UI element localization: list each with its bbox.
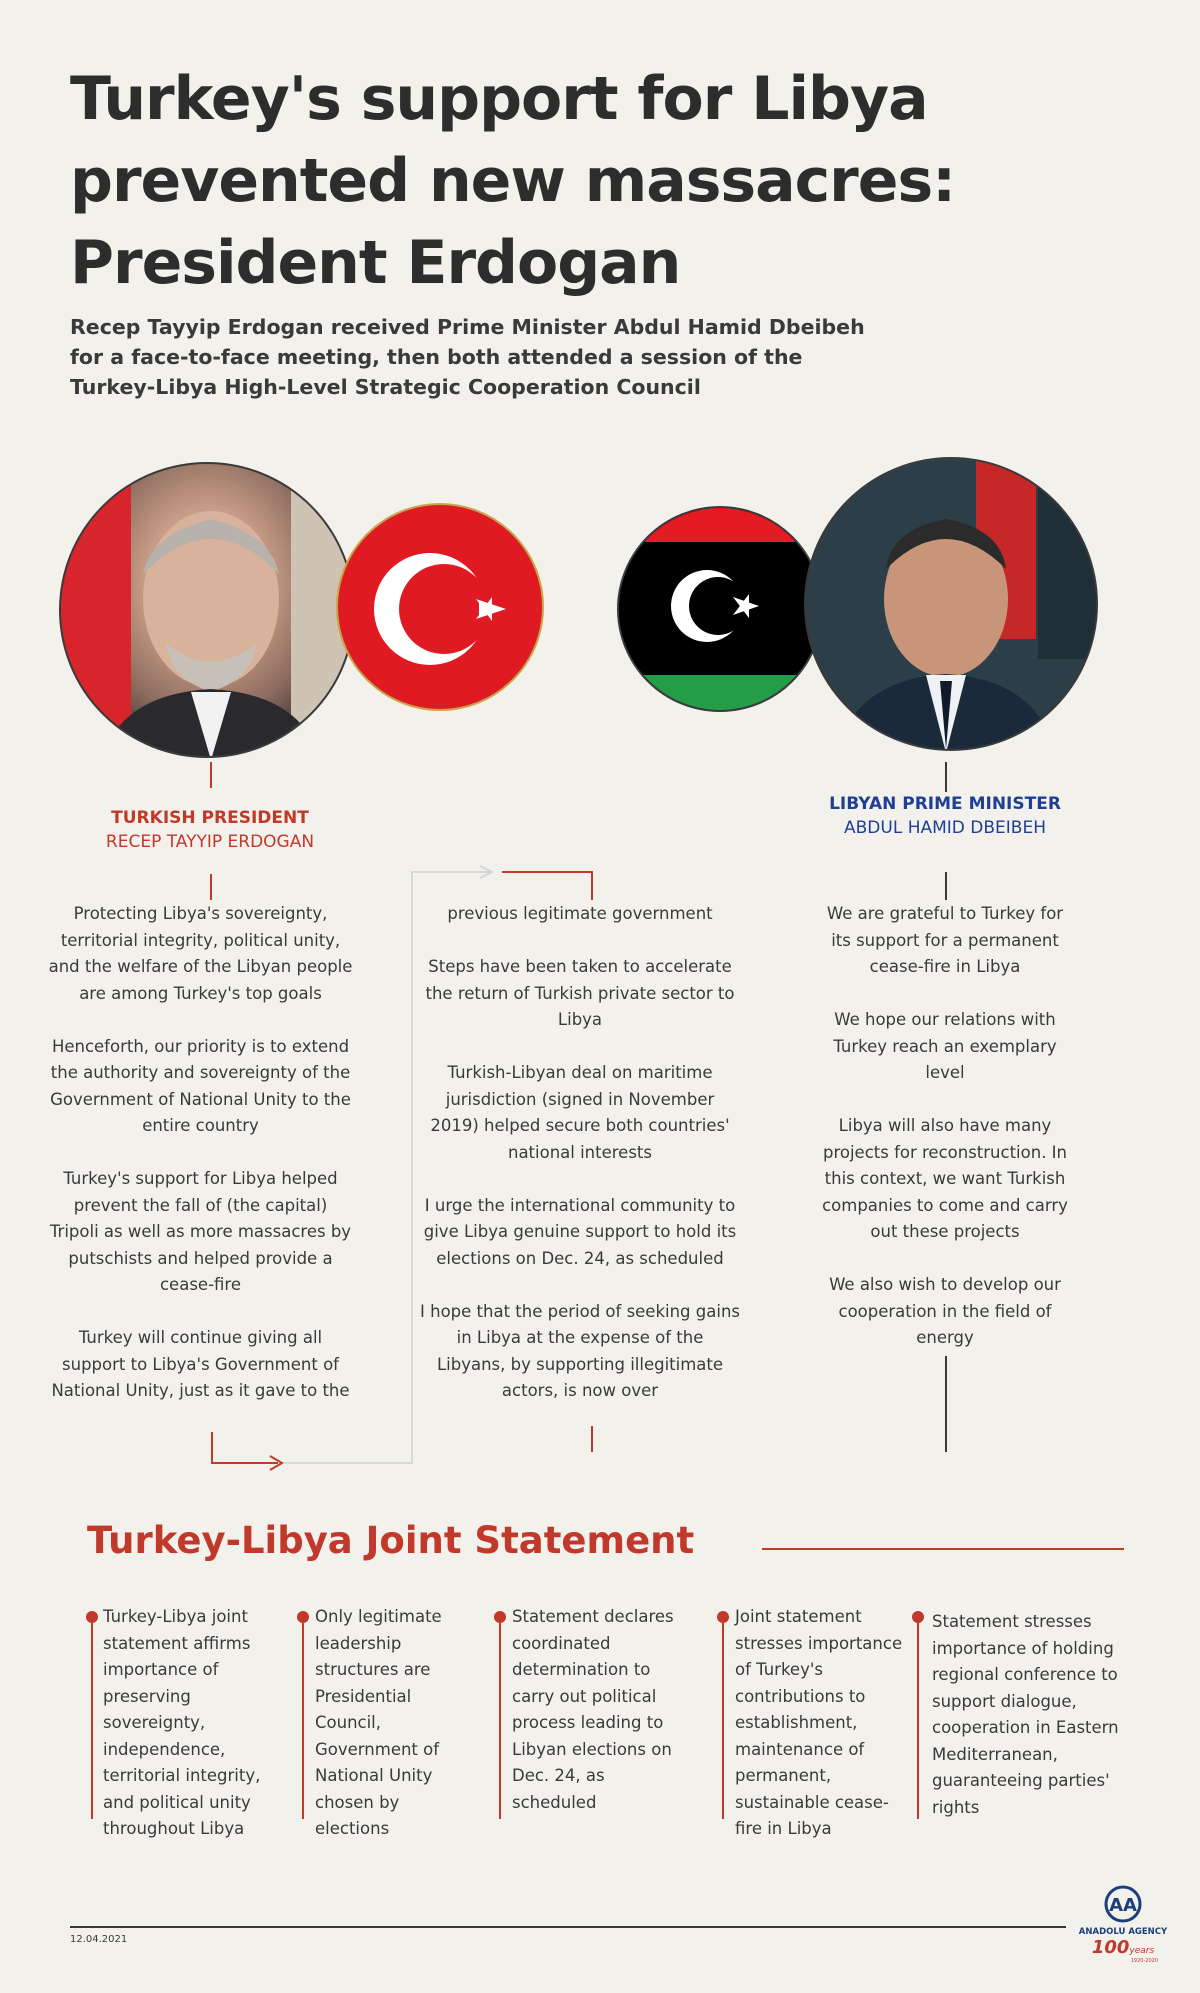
erdogan-quote-8: I urge the international community to give Libya genuine support to hold its elections on Dec. 24, as scheduled: [423, 1195, 737, 1268]
footer-rule: [70, 1926, 1066, 1928]
statement-item-3: Statement declares coordinated determination to carry out political process leading to Libyan elections on Dec. 24, as scheduled: [512, 1607, 674, 1812]
libyan-flag-icon: [619, 508, 823, 712]
headline-line-1: Turkey's support for Libya: [70, 64, 928, 134]
statement-bullet-3: [494, 1611, 506, 1623]
erdogan-quotes-column-2: [420, 901, 740, 1405]
erdogan-quote-1: Protecting Libya's sovereignty, territorial integrity, political unity, and the welfare of the Libyan people are among Turkey's top goals: [48, 904, 353, 1003]
erdogan-quote-5: previous legitimate government: [447, 904, 713, 923]
dbeibeh-quote-1: We are grateful to Turkey for its support for a permanent cease-fire in Libya: [826, 904, 1064, 976]
turkish-flag-icon: [338, 505, 544, 711]
statement-line-1: [91, 1623, 93, 1819]
footer-date: 12.04.2021: [70, 1934, 128, 1945]
dbeibeh-quote-4: We also wish to develop our cooperation in the field of energy: [829, 1275, 1061, 1347]
dbeibeh-quote-3: Libya will also have many projects for reconstruction. In this context, we want Turkish companies to come and carry out these projects: [822, 1116, 1068, 1241]
statement-line-5: [917, 1623, 919, 1819]
anadolu-logo-icon: [1078, 1885, 1168, 1923]
erdogan-quote-9: I hope that the period of seeking gains in Libya at the expense of the Libyans, by supporting illegitimate actors, is now over: [420, 1301, 741, 1400]
anniversary-word: years: [1129, 1946, 1155, 1956]
headline: [70, 58, 1070, 304]
subtitle-line-1: Recep Tayyip Erdogan received Prime Minister Abdul Hamid Dbeibeh: [70, 315, 865, 339]
dbeibeh-portrait-image: [806, 459, 1098, 751]
headline-line-3: President Erdogan: [70, 228, 681, 298]
statement-bullet-5: [912, 1611, 924, 1623]
dbeibeh-quote-2: We hope our relations with Turkey reach an exemplary level: [833, 1010, 1057, 1082]
joint-statement-rule: [762, 1548, 1124, 1550]
joint-statement-title: Turkey-Libya Joint Statement: [87, 1519, 695, 1562]
erdogan-quote-7: Turkish-Libyan deal on maritime jurisdiction (signed in November 2019) helped secure both countries' national interests: [430, 1063, 730, 1162]
erdogan-quote-4: Turkey will continue giving all support to Libya's Government of National Unity, just as it gave to the: [51, 1328, 350, 1400]
dbeibeh-quotes-column: [815, 901, 1075, 1352]
statement-item-1: Turkey-Libya joint statement affirms importance of preserving sovereignty, independence, territorial integrity, and political unity throughout Libya: [103, 1607, 261, 1838]
erdogan-name: RECEP TAYYIP ERDOGAN: [105, 832, 315, 852]
statement-line-2: [302, 1623, 304, 1819]
dbeibeh-role-block: [795, 792, 1095, 840]
dbeibeh-role: LIBYAN PRIME MINISTER: [829, 794, 1061, 814]
anniversary-range: 1920-2020: [1130, 1958, 1158, 1964]
erdogan-connector-top: [210, 762, 212, 788]
dbeibeh-portrait: [804, 457, 1098, 751]
anniversary-badge: [1078, 1937, 1168, 1958]
dbeibeh-connector-quotes: [945, 872, 947, 900]
statement-line-3: [499, 1623, 501, 1819]
statement-bullet-4: [717, 1611, 729, 1623]
turkish-flag: [336, 503, 544, 711]
erdogan-quote-6: Steps have been taken to accelerate the return of Turkish private sector to Libya: [425, 957, 735, 1029]
erdogan-role-block: [60, 806, 360, 854]
dbeibeh-connector-top: [945, 762, 947, 792]
logo-mark-text: AA: [1109, 1895, 1137, 1916]
erdogan-col2-end-line: [591, 1426, 593, 1452]
erdogan-portrait: [59, 462, 355, 758]
subtitle-line-3: Turkey-Libya High-Level Strategic Cooperation Council: [70, 375, 701, 399]
erdogan-portrait-image: [61, 464, 355, 758]
headline-line-2: prevented new massacres:: [70, 146, 956, 216]
statement-item-5: Statement stresses importance of holding regional conference to support dialogue, cooperation in Eastern Mediterranean, guaranteeing parties' rights: [932, 1612, 1119, 1817]
statement-line-4: [722, 1623, 724, 1819]
subtitle-line-2: for a face-to-face meeting, then both attended a session of the: [70, 345, 803, 369]
statement-item-2: Only legitimate leadership structures are Presidential Council, Government of National Unity chosen by elections: [315, 1607, 442, 1838]
dbeibeh-name: ABDUL HAMID DBEIBEH: [844, 818, 1046, 838]
statement-bullet-1: [86, 1611, 98, 1623]
anniversary-number: 100: [1091, 1937, 1130, 1958]
erdogan-quote-2: Henceforth, our priority is to extend the authority and sovereignty of the Government of National Unity to the entire country: [50, 1036, 351, 1135]
erdogan-role: TURKISH PRESIDENT: [111, 808, 309, 828]
dbeibeh-column-end-line: [945, 1356, 947, 1452]
subtitle: [70, 312, 870, 402]
statement-item-4: Joint statement stresses importance of Turkey's contributions to establishment, maintenance of permanent, sustainable cease-fire in Libya: [735, 1607, 903, 1838]
libyan-flag: [617, 506, 823, 712]
anadolu-logo: [1078, 1885, 1168, 1964]
agency-name: ANADOLU AGENCY: [1078, 1927, 1168, 1937]
erdogan-quote-3: Turkey's support for Libya helped prevent the fall of (the capital) Tripoli as well as more massacres by putschists and helped provide a cease-fire: [49, 1169, 352, 1294]
statement-bullet-2: [297, 1611, 309, 1623]
